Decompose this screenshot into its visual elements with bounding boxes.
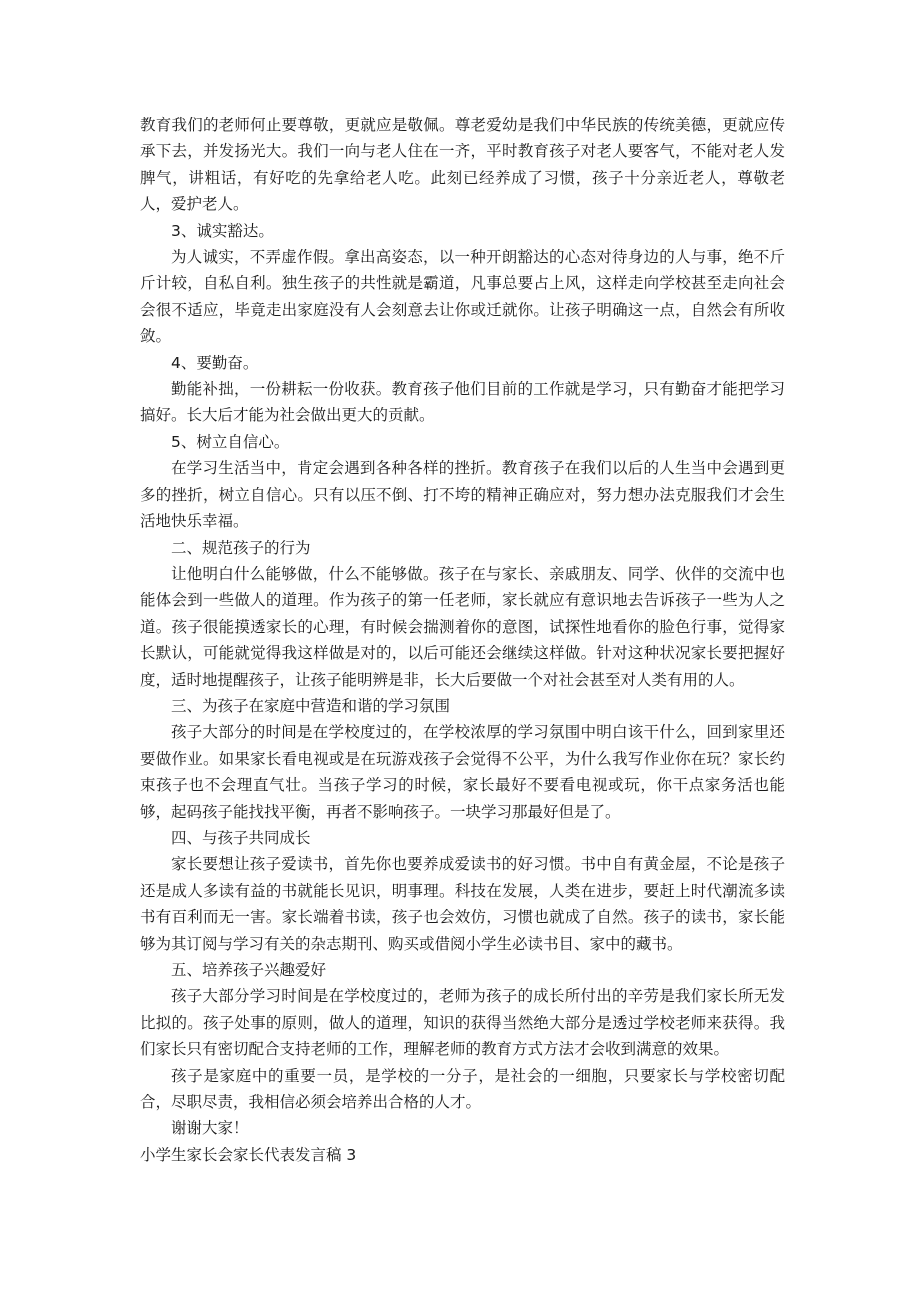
- document-body: [140, 112, 785, 1168]
- paragraph: 家长要想让孩子爱读书，首先你也要养成爱读书的好习惯。书中自有黄金屋，不论是孩子还是成人多读有益的书就能长见识，明事理。科技在发展，人类在进步，要赶上时代潮流多读书有百利而无一害。家长端着书读，孩子也会效仿，习惯也就成了自然。孩子的读书，家长能够为其订阅与学习有关的杂志期刊、购买或借阅小学生必读书目、家中的藏书。: [140, 855, 785, 953]
- paragraph: 在学习生活当中，肯定会遇到各种各样的挫折。教育孩子在我们以后的人生当中会遇到更多的挫折，树立自信心。只有以压不倒、打不垮的精神正确应对，努力想办法克服我们才会生活地快乐幸福。: [140, 459, 785, 531]
- paragraph: 让他明白什么能够做，什么不能够做。孩子在与家长、亲戚朋友、同学、伙伴的交流中也能体会到一些做人的道理。作为孩子的第一任老师，家长就应有意识地去告诉孩子一些为人之道。孩子很能摸透家长的心理，有时候会揣测着你的意图，试探性地看你的脸色行事，觉得家长默认，可能就觉得我这样做是对的，以后可能还会继续这样做。针对这种状况家长要把握好度，适时地提醒孩子，让孩子能明辨是非，长大后要做一个对社会甚至对人类有用的人。: [140, 564, 785, 689]
- section-heading: 三、为孩子在家庭中营造和谐的学习氛围: [171, 696, 451, 715]
- paragraph: 教育我们的老师何止要尊敬，更就应是敬佩。尊老爱幼是我们中华民族的传统美德，更就应传承下去，并发扬光大。我们一向与老人住在一齐，平时教育孩子对老人要客气，不能对老人发脾气，讲粗话，有好吃的先拿给老人吃。此刻已经养成了习惯，孩子十分亲近老人，尊敬老人，爱护老人。: [140, 116, 785, 214]
- section-heading: 五、培养孩子兴趣爱好: [171, 961, 327, 979]
- closing-line: 谢谢大家！: [171, 1119, 249, 1138]
- section-heading: 4、要勤奋。: [171, 353, 259, 372]
- section-heading: 二、规范孩子的行为: [171, 538, 311, 557]
- paragraph: 勤能补拙，一份耕耘一份收获。教育孩子他们目前的工作就是学习，只有勤奋才能把学习搞好。长大后才能为社会做出更大的贡献。: [140, 380, 785, 425]
- paragraph: 孩子大部分学习时间是在学校度过的，老师为孩子的成长所付出的辛劳是我们家长所无发比拟的。孩子处事的原则，做人的道理，知识的获得当然绝大部分是透过学校老师来获得。我们家长只有密切配合支持老师的工作，理解老师的教育方式方法才会收到满意的效果。: [140, 987, 785, 1059]
- section-heading: 四、与孩子共同成长: [171, 828, 311, 847]
- paragraph: 孩子大部分的时间是在学校度过的，在学校浓厚的学习氛围中明白该干什么，回到家里还要做作业。如果家长看电视或是在玩游戏孩子会觉得不公平，为什么我写作业你在玩？家长约束孩子也不会理直气壮。当孩子学习的时候，家长最好不要看电视或玩，你干点家务活也能够，起码孩子能找找平衡，再者不影响孩子。一块学习那最好但是了。: [140, 723, 785, 821]
- next-document-title: 小学生家长会家长代表发言稿 3: [140, 1145, 357, 1164]
- paragraph: 孩子是家庭中的重要一员，是学校的一分子，是社会的一细胞，只要家长与学校密切配合，尽职尽责，我相信必须会培养出合格的人才。: [140, 1066, 785, 1112]
- section-heading: 5、树立自信心。: [171, 432, 290, 451]
- section-heading: 3、诚实豁达。: [171, 221, 274, 240]
- paragraph: 为人诚实，不弄虚作假。拿出高姿态，以一种开朗豁达的心态对待身边的人与事，绝不斤斤计较，自私自利。独生孩子的共性就是霸道，凡事总要占上风，这样走向学校甚至走向社会会很不适应，毕竟走出家庭没有人会刻意去让你或迁就你。让孩子明确这一点，自然会有所收敛。: [140, 248, 785, 346]
